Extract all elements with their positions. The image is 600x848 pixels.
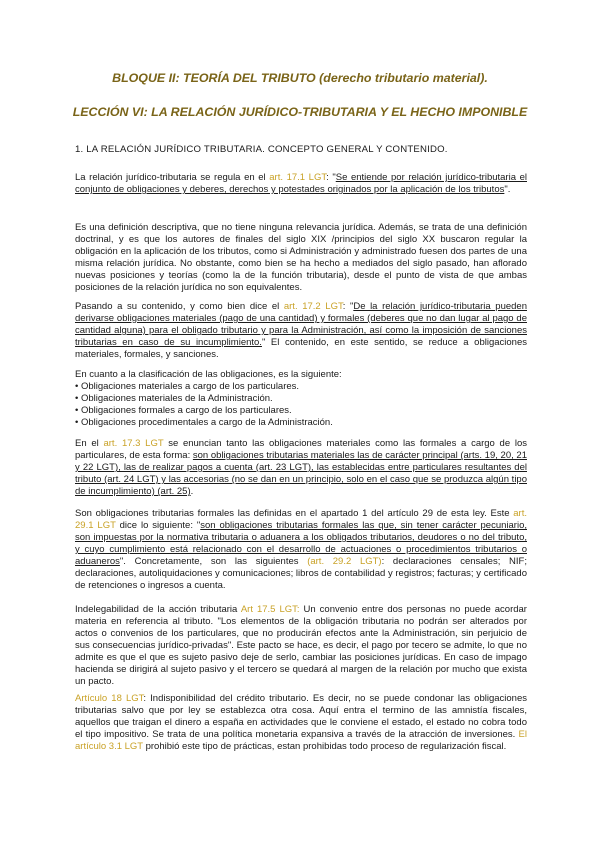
law-reference: El artículo 3.1 LGT xyxy=(75,729,527,752)
list-item: • Obligaciones materiales de la Administración. xyxy=(75,393,527,405)
list-item: • Obligaciones formales a cargo de los particulares. xyxy=(75,405,527,417)
law-reference: art. 17.2 LGT xyxy=(283,301,343,312)
paragraph-indelegability: Indelegabilidad de la acción tributaria Art 17.5 LGT: Un convenio entre dos personas no puede acordar materia en referencia al tributo. "Los elementos de la obligación tributaria no podrán ser alterados por actos o convenios de los particulares, que no producirán efectos ante la Administración, sin perjuicio de sus consecuencias jurídico-privadas". Este pacto se hace, es decir, el pago por tecero se admite, lo que no admite es que el que es sujeto pasivo deje de serlo, cambiar las posiciones jurídicas. En caso de impago hacienda se dirigirá al sujeto pasivo y el tercero se quedará al margen de la relación por mucho que exista un pacto. xyxy=(75,604,527,687)
lesson-title: LECCIÓN VI: LA RELACIÓN JURÍDICO-TRIBUTARIA Y EL HECHO IMPONIBLE xyxy=(72,105,528,119)
paragraph-definition: La relación jurídico-tributaria se regula en el art. 17.1 LGT: "Se entiende por relación jurídico-tributaria el conjunto de obligaciones y deberes, derechos y potestades originados por la aplicación de los tributos". xyxy=(75,172,527,195)
section-heading: 1. LA RELACIÓN JURÍDICO TRIBUTARIA. CONCEPTO GENERAL Y CONTENIDO. xyxy=(75,144,448,155)
paragraph-material-obligations: En el art. 17.3 LGT se enuncian tanto las obligaciones materiales como las formales a cargo de los particulares, de esta forma: son obligaciones tributarias materiales las de carácter principal (arts. 19, 20, 21 y 22 LGT), las de realizar pagos a cuenta (art. 23 LGT), las establecidas entre particulares resultantes del tributo (art. 24 LGT) y las accesorias (no se dan en un principio, solo en el caso que se produzca algún tipo de incumplimiento) (art. 25). xyxy=(75,438,527,497)
law-reference: Art 17.5 LGT: xyxy=(240,604,300,615)
list-item: • Obligaciones procedimentales a cargo de la Administración. xyxy=(75,417,527,429)
list-item: • Obligaciones materiales a cargo de los particulares. xyxy=(75,381,527,393)
legal-quote: son obligaciones tributarias formales las que, sin tener carácter pecuniario, son impuestas por la normativa tributaria o aduanera a los obligados tributarios, deudores o no del tributo, y cuyo cumplimiento está relacionado con el desarrollo de actuaciones o procedimientos tributarios o aduaneros xyxy=(75,520,527,567)
paragraph-indisponibility: Artículo 18 LGT: Indisponibilidad del crédito tributario. Es decir, no se puede condonar las obligaciones tributarias salvo que por ley se establezca otra cosa. Aquí entra el termino de las amnistía fiscales, aquellos que traigan el dinero a españa en actividades que le conviene el estado, el estado no cobra todo el tipo impositivo. Se trata de una política monetaria expansiva a través de la atracción de inversiones. El artículo 3.1 LGT prohibió este tipo de prácticas, estan prohibidas todo proceso de regularización fiscal. xyxy=(75,693,528,752)
paragraph-content: Pasando a su contenido, y como bien dice el art. 17.2 LGT: "De la relación jurídico-tributaria pueden derivarse obligaciones materiales (pago de una cantidad) y formales (deberes que no dan lugar al pago de cantidad alguna) para el obligado tributario y para la Administración, así como la imposición de sanciones tributarias en caso de su incumplimiento." El contenido, en este sentido, se reduce a obligaciones materiales, formales, y sanciones. xyxy=(75,301,527,360)
classification-list xyxy=(75,381,527,429)
legal-quote: Se entiende por relación jurídico-tributaria el conjunto de obligaciones y deberes, derechos y potestades originados por la aplicación de los tributos xyxy=(75,172,527,195)
legal-quote: De la relación jurídico-tributaria pueden derivarse obligaciones materiales (pago de una cantidad) y formales (deberes que no dan lugar al pago de cantidad alguna) para el obligado tributario y para la Administración, así como la imposición de sanciones tributarias en caso de su incumplimiento. xyxy=(75,301,527,348)
block-title: BLOQUE II: TEORÍA DEL TRIBUTO (derecho tributario material). xyxy=(112,71,488,85)
classification-block xyxy=(75,369,527,429)
law-reference: art. 17.3 LGT xyxy=(103,438,164,449)
classification-intro: En cuanto a la clasificación de las obligaciones, es la siguiente: xyxy=(75,369,342,380)
law-reference: art. 29.1 LGT xyxy=(75,508,527,531)
law-reference: art. 17.1 LGT xyxy=(269,172,327,183)
paragraph-formal-obligations: Son obligaciones tributarias formales las definidas en el apartado 1 del artículo 29 de esta ley. Este art. 29.1 LGT dice lo siguiente: "son obligaciones tributarias formales las que, sin tener carácter pecuniario, son impuestas por la normativa tributaria o aduanera a los obligados tributarios, deudores o no del tributo, y cuyo cumplimiento está relacionado con el desarrollo de actuaciones o procedimientos tributarios o aduaneros". Concretamente, son las siguientes (art. 29.2 LGT): declaraciones censales; NIF; declaraciones, autoliquidaciones y comunicaciones; libros de contabilidad y registros; facturas; y certificado de retenciones o ingresos a cuenta. xyxy=(75,508,527,591)
legal-quote: son obligaciones tributarias materiales las de carácter principal (arts. 19, 20, 21 y 22 LGT), las de realizar pagos a cuenta (art. 23 LGT), las establecidas entre particulares resultantes del tributo (art. 24 LGT) y las accesorias (no se dan en un principio, solo en el caso que se produzca algún tipo de incumplimiento) (art. 25) xyxy=(75,450,527,497)
paragraph-descriptive: Es una definición descriptiva, que no tiene ninguna relevancia jurídica. Además, se trata de una definición doctrinal, y es que los autores de finales del siglo XIX /principios del siglo XX buscaron regular la obligación en la aplicación de los tributos, como si Administración y administrado fuesen dos partes de una misma relación jurídica. No obstante, como bien se ha hecho a mediados del siglo pasado, han aflorado nuevas posiciones y teorías (como la de la función tributaria), desde el punto de vista de que ambas posiciones de la relación jurídica no son equivalentes. xyxy=(75,222,527,293)
law-reference: (art. 29.2 LGT) xyxy=(307,556,382,567)
law-reference: Artículo 18 LGT xyxy=(75,693,144,704)
